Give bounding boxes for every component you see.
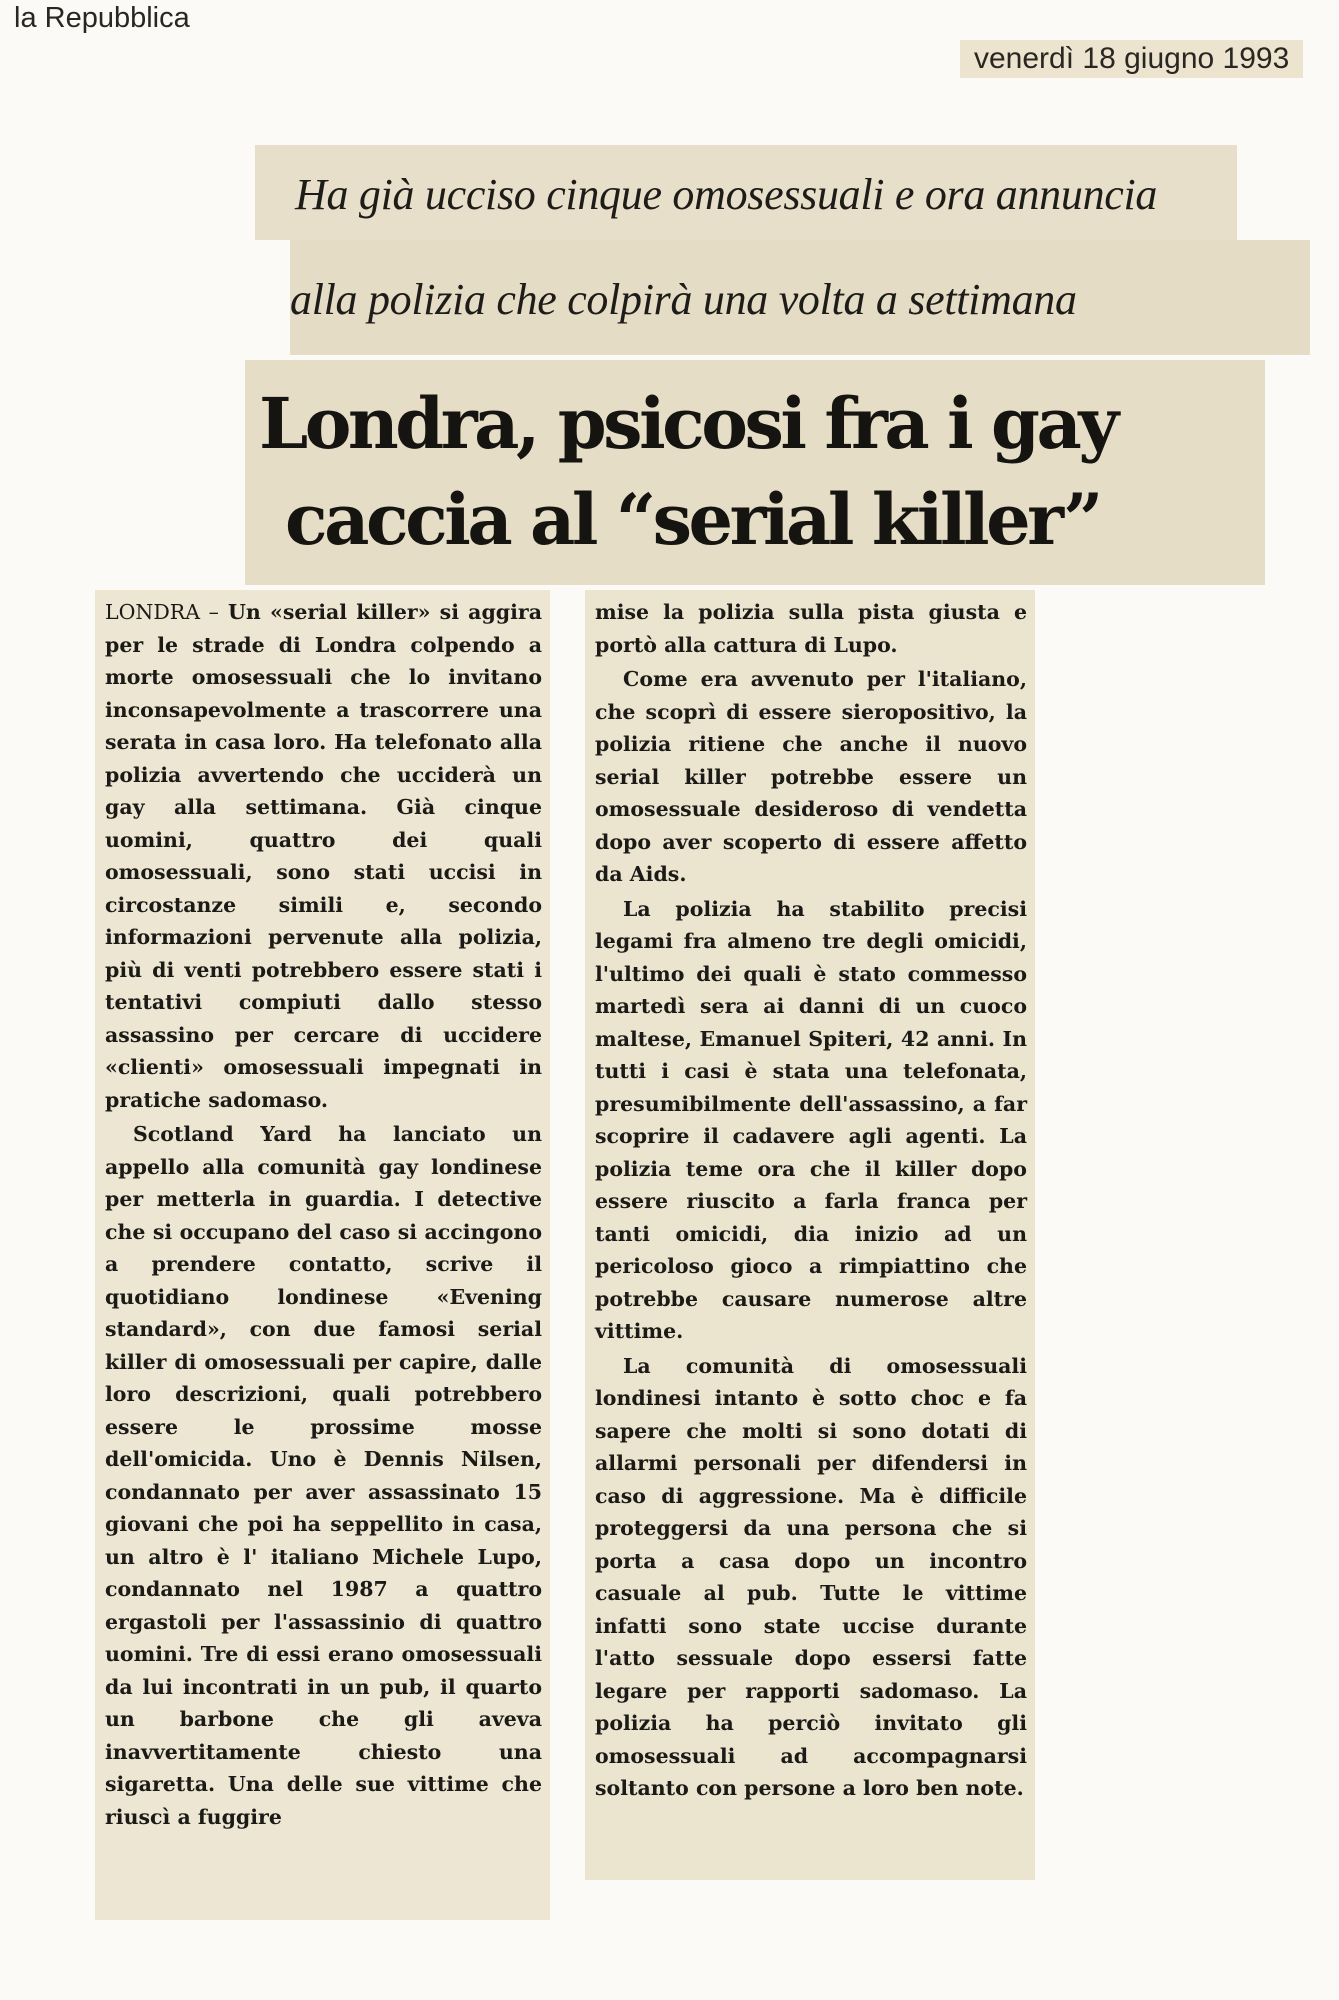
kicker-line-2: alla polizia che colpirà una volta a settimana — [290, 275, 1077, 324]
kicker-strip-2 — [290, 240, 1310, 355]
paragraph: Scotland Yard ha lanciato un appello alla comunità gay londinese per metterla in guardia. I detective che si occupano del caso si accingono a prendere contatto, scrive il quotidiano londinese «Evening standard», con due famosi serial killer di omosessuali per capire, dalle loro descrizioni, quali potrebbero essere le prossime mosse dell'omicida. Uno è Dennis Nilsen, condannato per aver assassinato 15 giovani che poi ha seppellito in casa, un altro è l' italiano Michele Lupo, condannato nel 1987 a quattro ergastoli per l'assassinio di quattro uomini. Tre di essi erano omosessuali da lui incontrati in un pub, il quarto un barbone che gli aveva inavvertitamente chiesto una sigaretta. Una delle sue vittime che riuscì a fuggire — [105, 1122, 542, 1829]
paragraph: Come era avvenuto per l'italiano, che scoprì di essere sieropositivo, la polizia ritiene che anche il nuovo serial killer potrebbe essere un omosessuale desideroso di vendetta dopo aver scoperto di essere affetto da Aids. — [595, 667, 1027, 886]
article-column-left — [95, 590, 550, 1920]
paragraph: La comunità di omosessuali londinesi intanto è sotto choc e fa sapere che molti si sono dotati di allarmi personali per difendersi in caso di aggressione. Ma è difficile proteggersi da una persona che si porta a casa dopo un incontro casuale al pub. Tutte le vittime infatti sono state uccise durante l'atto sessuale dopo essersi fatte legare per rapporti sadomaso. La polizia ha perciò invitato gli omosessuali ad accompagnarsi soltanto con persone a loro ben note. — [595, 1353, 1027, 1800]
dateline: LONDRA – — [105, 600, 219, 624]
headline-line-2: caccia al “serial killer” — [285, 478, 1100, 561]
column-left-text — [105, 596, 542, 1833]
kicker-line-1: Ha già ucciso cinque omosessuali e ora annuncia — [295, 170, 1158, 219]
headline-block — [245, 360, 1265, 585]
paragraph — [105, 596, 542, 1116]
column-right-text — [595, 596, 1027, 1805]
kicker-strip-1 — [255, 145, 1237, 240]
paragraph-text: Un «serial killer» si aggira per le strade di Londra colpendo a morte omosessuali che lo invitano inconsapevolmente a trascorrere una serata in casa loro. Ha telefonato alla polizia avvertendo che ucciderà un gay alla settimana. Già cinque uomini, quattro dei quali omosessuali, sono stati uccisi in circostanze simili e, secondo informazioni pervenute alla polizia, più di venti potrebbero essere stati i tentativi compiuti dallo stesso assassino per cercare di uccidere «clienti» omosessuali impegnati in pratiche sadomaso. — [105, 600, 542, 1112]
publication-date: venerdì 18 giugno 1993 — [960, 40, 1303, 78]
headline-line-1: Londra, psicosi fra i gay — [259, 382, 1116, 465]
paragraph: La polizia ha stabilito precisi legami fra almeno tre degli omicidi, l'ultimo dei quali è stato commesso martedì sera ai danni di un cuoco maltese, Emanuel Spiteri, 42 anni. In tutti i casi è stata una telefonata, presumibilmente dell'assassino, a far scoprire il cadavere agli agenti. La polizia teme ora che il killer dopo essere riuscito a farla franca per tanti omicidi, dia inizio ad un pericoloso gioco a rimpiattino che potrebbe causare numerose altre vittime. — [595, 896, 1027, 1343]
article-column-right — [585, 590, 1035, 1880]
newspaper-name: la Repubblica — [14, 2, 190, 34]
paragraph: mise la polizia sulla pista giusta e portò alla cattura di Lupo. — [595, 600, 1027, 657]
